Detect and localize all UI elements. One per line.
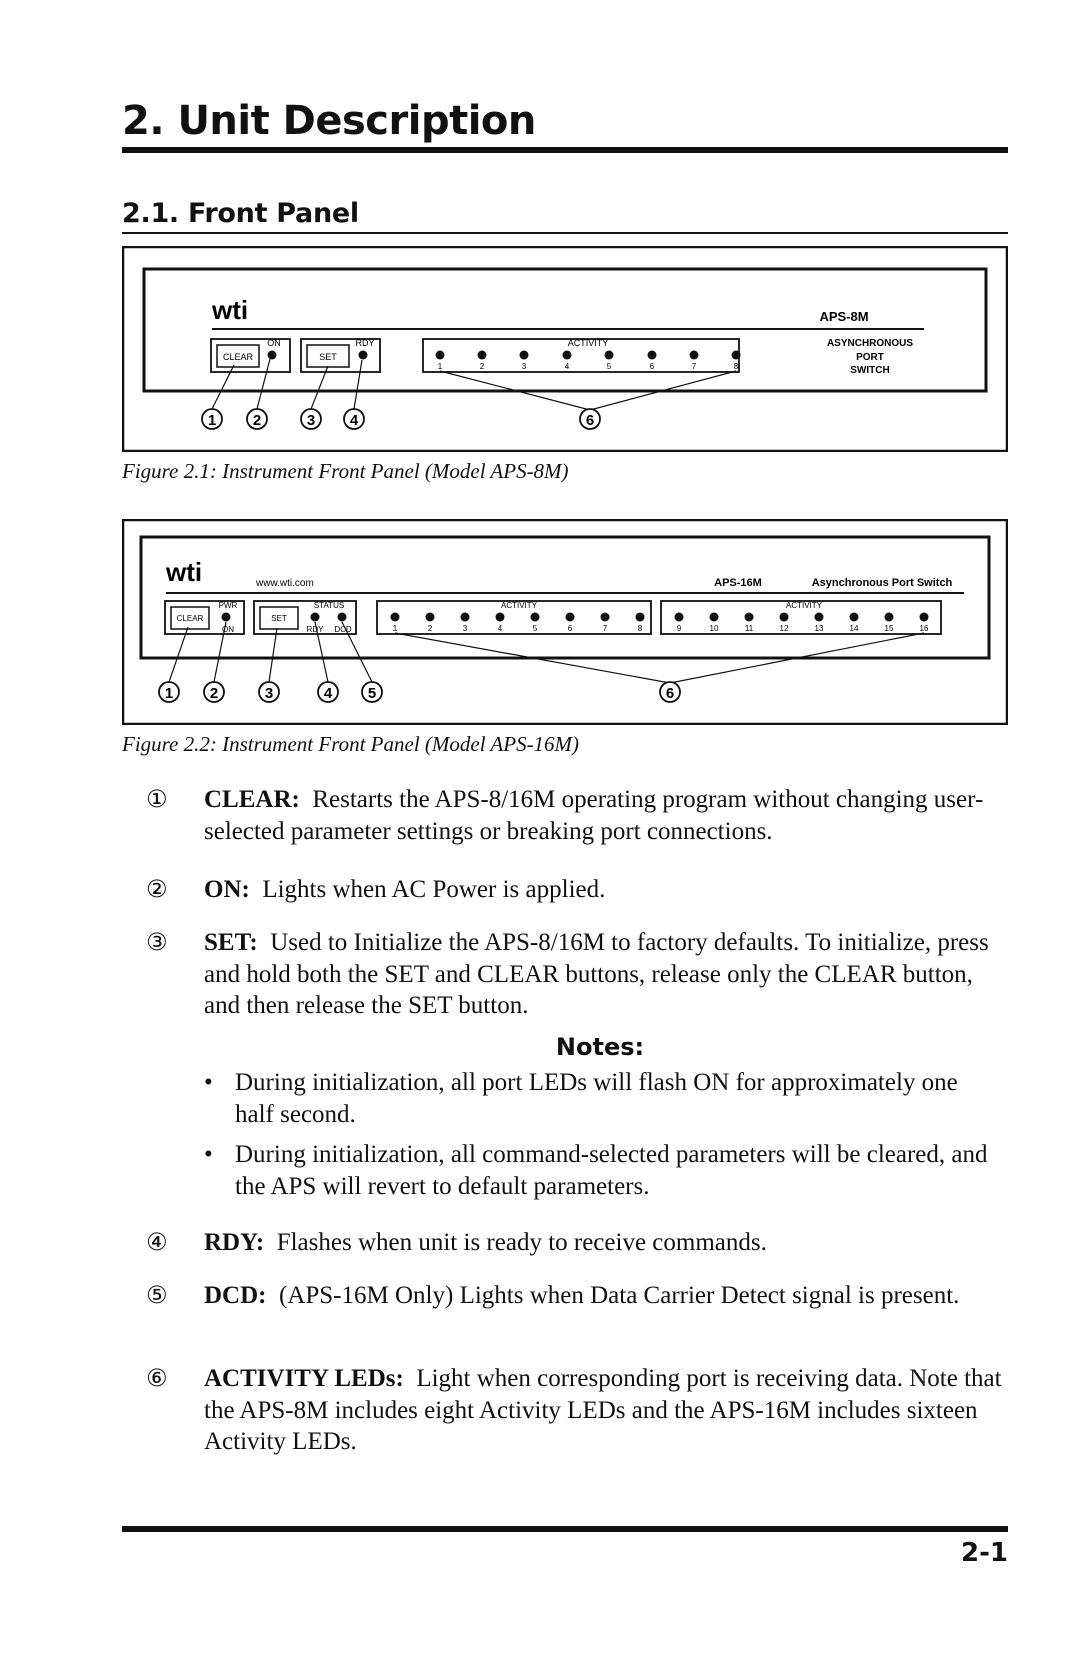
activity-label: ACTIVITY	[567, 338, 609, 348]
port-number: 2	[479, 362, 485, 371]
activity-led-3	[461, 613, 470, 622]
activity-leds-b	[675, 613, 929, 622]
dcd-label: DCD	[334, 625, 352, 634]
activity-led-3	[520, 351, 529, 360]
activity-led-11	[745, 613, 754, 622]
activity-led-2	[426, 613, 435, 622]
item-number: ④	[146, 1228, 168, 1256]
port-number: 3	[521, 362, 527, 371]
set-label: SET	[319, 352, 337, 362]
activity-led-9	[675, 613, 684, 622]
rdy-led	[311, 613, 320, 622]
model-label: APS-16M	[714, 577, 762, 589]
section-title: 2.1. Front Panel	[122, 198, 359, 229]
port-number: 6	[567, 624, 573, 633]
item-number: ⑥	[146, 1364, 168, 1392]
activity-label-a: ACTIVITY	[500, 601, 538, 610]
callout-number: 2	[209, 685, 219, 702]
port-number: 14	[849, 624, 859, 633]
item-term: ON:	[204, 876, 250, 903]
desc-label: Asynchronous Port Switch	[811, 577, 953, 589]
activity-led-15	[885, 613, 894, 622]
on-led	[268, 351, 277, 360]
status-label: STATUS	[313, 601, 345, 610]
item-number: ②	[146, 875, 168, 903]
model-label: APS-8M	[819, 309, 869, 324]
panel-face	[141, 537, 989, 658]
item-text: (APS-16M Only) Lights when Data Carrier Detect signal is present.	[279, 1282, 960, 1309]
clear-label: CLEAR	[222, 352, 254, 362]
activity-led-7	[690, 351, 699, 360]
figure-aps-8m-front-panel	[122, 246, 1008, 452]
port-number: 8	[733, 362, 739, 371]
callout-number: 4	[323, 685, 333, 702]
notes-heading: Notes:	[555, 1033, 645, 1061]
callout-leaders	[169, 622, 924, 683]
port-number: 2	[427, 624, 433, 633]
activity-led-1	[436, 351, 445, 360]
callout-number: 6	[665, 685, 675, 702]
callout-markers	[159, 682, 680, 702]
port-numbers-a	[393, 624, 643, 633]
item-number: ③	[146, 928, 168, 956]
figure-2-caption: Figure 2.2: Instrument Front Panel (Model APS-16M)	[122, 732, 580, 756]
chapter-title: 2. Unit Description	[122, 98, 536, 144]
url-label: www.wti.com	[256, 578, 314, 589]
pwr-led	[222, 613, 231, 622]
port-number: 7	[691, 362, 697, 371]
activity-led-4	[563, 351, 572, 360]
port-number: 11	[744, 624, 754, 633]
item-text: Lights when AC Power is applied.	[262, 876, 606, 903]
callout-number: 5	[367, 685, 377, 702]
activity-led-5	[531, 613, 540, 622]
dcd-led	[338, 613, 347, 622]
port-number: 3	[462, 624, 468, 633]
activity-led-7	[601, 613, 610, 622]
figure-1-caption: Figure 2.1: Instrument Front Panel (Model APS-8M)	[122, 459, 569, 483]
wti-logo: wti	[212, 295, 249, 325]
activity-led-6	[648, 351, 657, 360]
port-numbers	[438, 362, 739, 371]
callout-number: 1	[164, 685, 174, 702]
item-text: Restarts the APS-8/16M operating program without changing user-selected parameter settings or breaking port connections.	[204, 786, 984, 845]
desc-line-1: ASYNCHRONOUS	[826, 338, 914, 349]
activity-led-12	[780, 613, 789, 622]
activity-led-5	[605, 351, 614, 360]
port-number: 4	[564, 362, 570, 371]
activity-label-b: ACTIVITY	[785, 601, 823, 610]
activity-led-16	[920, 613, 929, 622]
activity-led-14	[850, 613, 859, 622]
item-text: Flashes when unit is ready to receive commands.	[276, 1229, 767, 1256]
activity-led-6	[566, 613, 575, 622]
chapter-rule	[122, 147, 1008, 153]
activity-led-4	[496, 613, 505, 622]
item-text: Light when corresponding port is receiving data. Note that the APS-8M includes eight Activity LEDs and the APS-16M includes sixteen Activity LEDs.	[204, 1365, 1002, 1455]
bullet-marker: •	[204, 1141, 213, 1168]
port-number: 1	[392, 624, 398, 633]
callout-number: 1	[207, 412, 217, 429]
activity-led-8	[636, 613, 645, 622]
port-numbers-b	[677, 624, 929, 633]
figure-border	[123, 520, 1007, 724]
callout-number: 3	[306, 412, 316, 429]
activity-led-13	[815, 613, 824, 622]
wti-logo: wti	[166, 557, 203, 587]
port-number: 8	[637, 624, 643, 633]
port-number: 9	[676, 624, 682, 633]
on-label: ON	[222, 625, 234, 634]
bullet-marker: •	[204, 1069, 213, 1096]
rdy-label: RDY	[355, 338, 375, 348]
note-text: During initialization, all port LEDs will flash ON for approximately one half second.	[235, 1069, 958, 1128]
port-number: 1	[437, 362, 443, 371]
set-label: SET	[271, 614, 287, 623]
callout-number: 3	[264, 685, 274, 702]
desc-line-2: PORT	[856, 352, 884, 363]
item-number: ①	[146, 785, 168, 813]
callout-number: 4	[349, 412, 359, 429]
item-term: DCD:	[204, 1282, 267, 1309]
port-number: 16	[919, 624, 929, 633]
pwr-label: PWR	[218, 601, 238, 610]
callout-markers	[202, 409, 600, 429]
activity-leds	[436, 351, 741, 360]
port-number: 5	[606, 362, 612, 371]
rdy-label: RDY	[306, 625, 324, 634]
port-number: 13	[814, 624, 824, 633]
figure-aps-16m-front-panel	[122, 519, 1008, 725]
page-number: 2-1	[961, 1538, 1008, 1568]
item-term: SET:	[204, 929, 258, 956]
rdy-led	[359, 351, 368, 360]
port-number: 12	[779, 624, 789, 633]
activity-led-1	[391, 613, 400, 622]
on-label: ON	[267, 338, 281, 348]
note-text: During initialization, all command-selected parameters will be cleared, and the APS will revert to default parameters.	[235, 1141, 988, 1200]
activity-led-10	[710, 613, 719, 622]
port-number: 7	[602, 624, 608, 633]
item-term: RDY:	[204, 1229, 265, 1256]
activity-led-2	[478, 351, 487, 360]
activity-leds-a	[391, 613, 645, 622]
port-number: 6	[649, 362, 655, 371]
item-number: ⑤	[146, 1281, 168, 1309]
item-term: ACTIVITY LEDs:	[204, 1365, 404, 1392]
callout-number: 2	[252, 412, 262, 429]
port-number: 5	[532, 624, 538, 633]
port-number: 10	[709, 624, 719, 633]
port-number: 15	[884, 624, 894, 633]
clear-label: CLEAR	[176, 614, 204, 623]
callout-number: 6	[585, 412, 595, 429]
activity-led-8	[732, 351, 741, 360]
item-text: Used to Initialize the APS-8/16M to factory defaults. To initialize, press and hold both the SET and CLEAR buttons, release only the CLEAR button, and then release the SET button.	[204, 929, 989, 1019]
desc-line-3: SWITCH	[850, 365, 890, 376]
footer-rule	[122, 1526, 1008, 1532]
item-term: CLEAR:	[204, 786, 300, 813]
section-rule	[122, 232, 1008, 234]
port-number: 4	[497, 624, 503, 633]
